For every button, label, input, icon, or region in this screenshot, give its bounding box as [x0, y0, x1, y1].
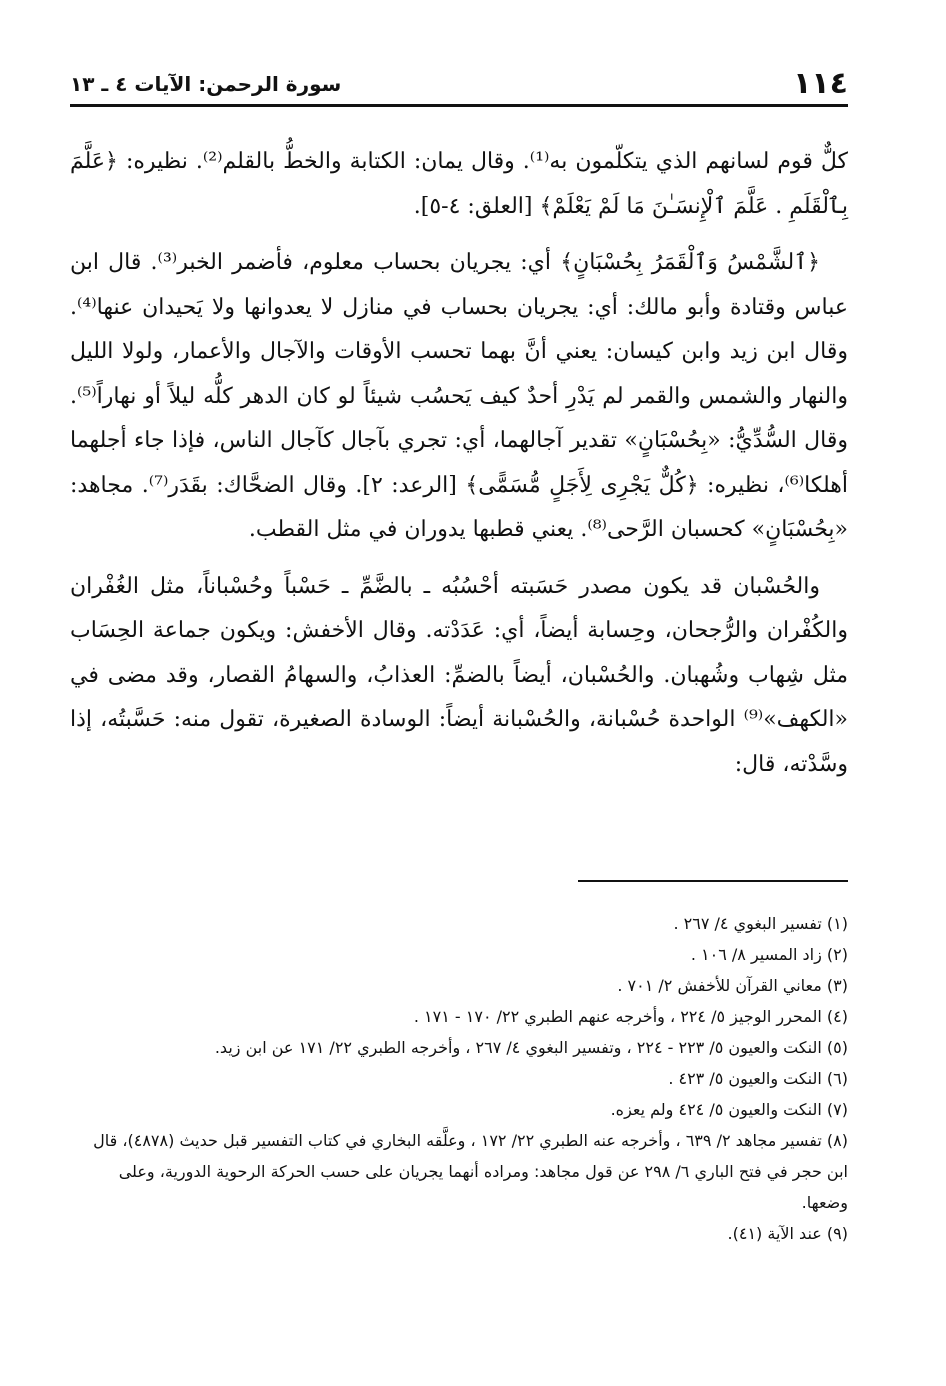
footnote-divider	[578, 880, 848, 882]
paragraph: ﴿ٱلشَّمْسُ وَٱلْقَمَرُ بِحُسْبَانٍ﴾ أي: يجريان بحساب معلوم، فأضمر الخبر⁽³⁾. قال ابن عباس وقتادة وأبو مالك: أي: يجريان بحساب في منازل لا يعدوانها ولا يَحيدان عنها⁽⁴⁾. وقال ابن زيد وابن كيسان: يعني أنَّ بهما تحسب الأوقات والآجال والأعمار، ولولا الليل والنهار والشمس والقمر لم يَدْرِ أحدٌ كيف يَحسُب شيئاً لو كان الدهر كلُّه ليلاً أو نهاراً⁽⁵⁾. وقال السُّدِّيُّ: «بِحُسْبَانٍ» تقدير آجالهما، أي: تجري بآجال كآجال الناس، فإذا جاء أجلهما أهلكا⁽⁶⁾، نظيره: ﴿كُلٌّ يَجْرِى لِأَجَلٍ مُّسَمًّى﴾ [الرعد: ٢]. وقال الضحَّاك: بقَدَر⁽⁷⁾. مجاهد: «بِحُسْبَانٍ» كحسبان الرَّحى⁽⁸⁾. يعني قطبها يدوران في مثل القطب.	[70, 250, 849, 542]
footnote: (٦) النكت والعيون ٥/ ٤٢٣ .	[668, 1069, 848, 1088]
main-text	[70, 140, 848, 787]
footnote: (٢) زاد المسير ٨/ ١٠٦ .	[690, 945, 848, 964]
footnote: (٣) معاني القرآن للأخفش ٢/ ٧٠١ .	[617, 976, 848, 995]
paragraph: والحُسْبان قد يكون مصدر حَسَبته أحْسُبُه ـ بالضَّمِّ ـ حَسْباً وحُسْباناً، مثل الغُفْران والكُفْران والرُّجحان، وحِسابة أيضاً، أي: عَدَدْته. وقال الأخفش: ويكون جماعة الحِسَاب مثل شِهاب وشُهبان. والحُسْبان، أيضاً بالضمِّ: العذابُ، والسهامُ القصار، وقد مضى في «الكهف»⁽⁹⁾ الواحدة حُسْبانة، والحُسْبانة أيضاً: الوسادة الصغيرة، تقول منه: حَسَّبتُه، إذا وسَّدْته، قال:	[70, 573, 848, 777]
footnote: (٧) النكت والعيون ٥/ ٤٢٤ ولم يعزه.	[610, 1100, 848, 1119]
footnote: (٤) المحرر الوجيز ٥/ ٢٢٤ ، وأخرجه عنهم الطبري ٢٢/ ١٧٠ - ١٧١ .	[413, 1007, 848, 1026]
footnote: (٩) عند الآية (٤١).	[727, 1224, 848, 1243]
page-number: ١١٤	[793, 66, 848, 101]
footnotes	[80, 908, 848, 1249]
running-title: سورة الرحمن: الآيات ٤ ـ ١٣	[70, 72, 342, 96]
header-divider	[70, 104, 848, 107]
footnote: (٨) تفسير مجاهد ٢/ ٦٣٩ ، وأخرجه عنه الطبري ٢٢/ ١٧٢ ، وعلَّقه البخاري في كتاب التفسير قبل حديث (٤٨٧٨)، قال ابن حجر في فتح الباري ٦/ ٢٩٨ عن قول مجاهد: ومراده أنهما يجريان على حسب الحركة الرحوية الدورية، وعلى وضعها.	[93, 1131, 848, 1212]
footnote: (٥) النكت والعيون ٥/ ٢٢٣ - ٢٢٤ ، وتفسير البغوي ٤/ ٢٦٧ ، وأخرجه الطبري ٢٢/ ١٧١ عن ابن زيد.	[214, 1038, 848, 1057]
running-header	[70, 66, 848, 101]
paragraph: كلٌّ قوم لسانهم الذي يتكلّمون به⁽¹⁾. وقال يمان: الكتابة والخطُّ بالقلم⁽²⁾. نظيره: ﴿عَلَّمَ بِٱلْقَلَمِ . عَلَّمَ ٱلْإِنسَـٰنَ مَا لَمْ يَعْلَمْ﴾ [العلق: ٤-٥].	[70, 149, 848, 219]
footnote: (١) تفسير البغوي ٤/ ٢٦٧ .	[673, 914, 848, 933]
